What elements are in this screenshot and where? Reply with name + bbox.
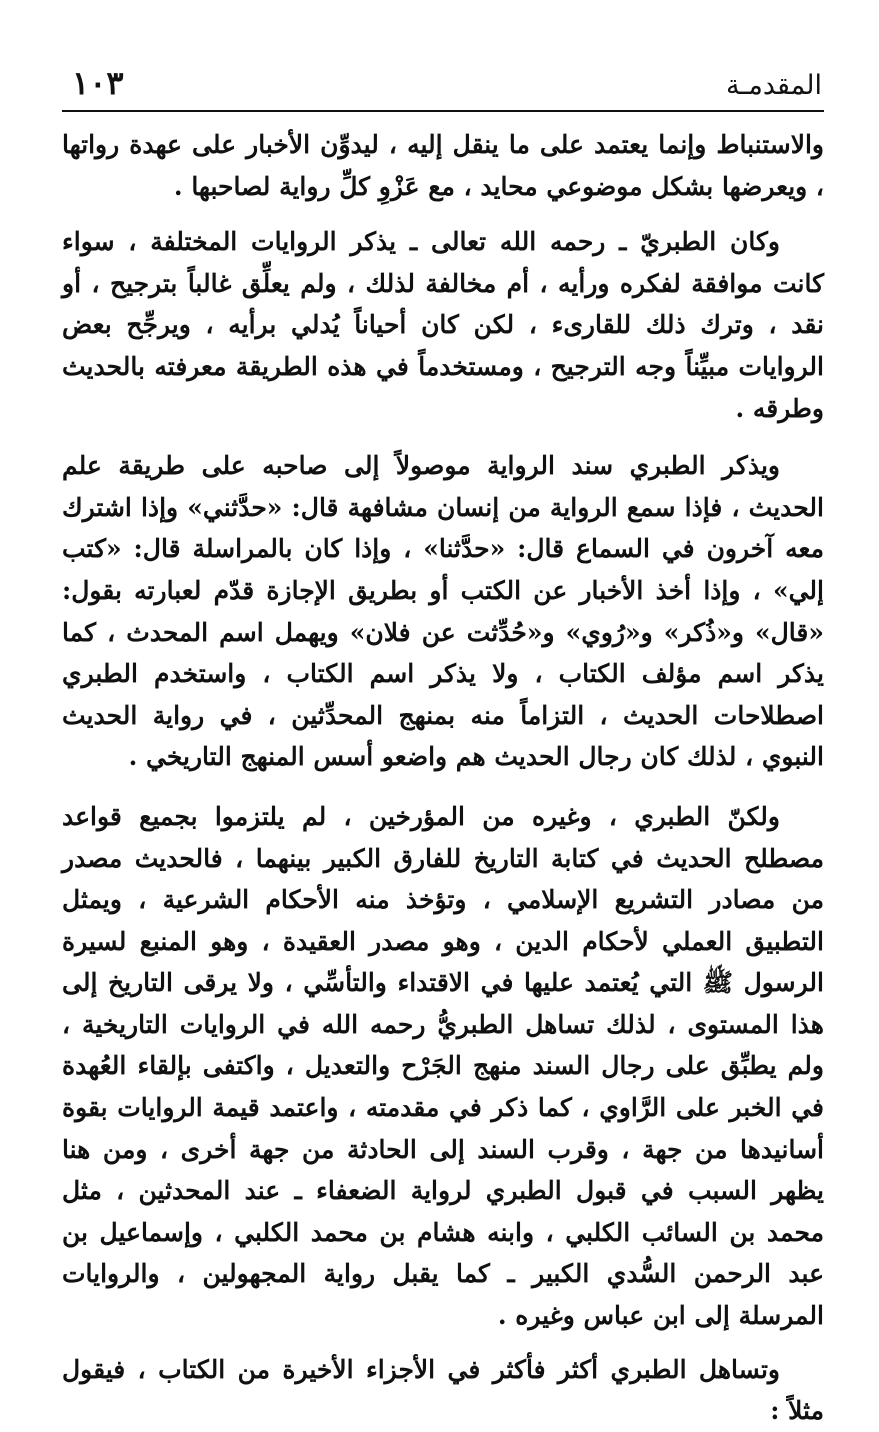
chapter-title: المقدمـة — [725, 70, 822, 101]
paragraph-hadith-rules: ولكنّ الطبري ، وغيره من المؤرخين ، لم يلتزموا بجميع قواعد مصطلح الحديث في كتابة التاريخ للفارق الكبير بينهما ، فالحديث مصدر من مصادر التشريع الإسلامي ، وتؤخذ منه الأحكام الشرعية ، ويمثل التطبيق العملي لأحكام الدين ، وهو مصدر العقيدة ، وهو المنبع لسيرة الرسول ﷺ التي يُعتمد عليها في الاقتداء والتأسِّي ، ولا يرقى التاريخ إلى هذا المستوى ، لذلك تساهل الطبريُّ رحمه الله في الروايات التاريخية ، ولم يطبِّق على رجال السند منهج الجَرْح والتعديل ، واكتفى بإلقاء العُهدة في الخبر على الرَّاوي ، كما ذكر في مقدمته ، واعتمد قيمة الروايات بقوة أسانيدها من جهة ، وقرب السند إلى الحادثة من جهة أخرى ، ومن هنا يظهر السبب في قبول الطبري لرواية الضعفاء ـ عند المحدثين ، مثل محمد بن السائب الكلبي ، وابنه هشام بن محمد الكلبي ، وإسماعيل بن عبد الرحمن السُّدي الكبير ـ كما يقبل رواية المجهولين ، والروايات المرسلة إلى ابن عباس وغيره . — [62, 801, 824, 1331]
paragraph-isnad: ويذكر الطبري سند الرواية موصولاً إلى صاحبه على طريقة علم الحديث ، فإذا سمع الرواية من إنسان مشافهة قال: «حدَّثني» وإذا اشترك معه آخرون في السماع قال: «حدَّثنا» ، وإذا كان بالمراسلة قال: «كتب إلي» ، وإذا أخذ الأخبار عن الكتب أو بطريق الإجازة قدّم لعبارته بقول: «قال» و«ذُكر» و«رُوي» و«حُدِّثت عن فلان» ويهمل اسم المحدث ، كما يذكر اسم مؤلف الكتاب ، ولا يذكر اسم الكتاب ، واستخدم الطبري اصطلاحات الحديث ، التزاماً منه بمنهج المحدِّثين ، في رواية الحديث النبوي ، لذلك كان رجال الحديث هم واضعو أسس المنهج التاريخي . — [62, 451, 824, 772]
book-page — [62, 60, 824, 1426]
page-number: ١٠٣ — [72, 64, 124, 102]
paragraph-continuation: والاستنباط وإنما يعتمد على ما ينقل إليه ، ليدوِّن الأخبار على عهدة رواتها ، ويعرضها بشكل موضوعي محايد ، مع عَزْوِ كلِّ رواية لصاحبها . — [62, 130, 824, 201]
paragraph-later-parts: وتساهل الطبري أكثر فأكثر في الأجزاء الأخيرة من الكتاب ، فيقول مثلاً : — [62, 1354, 824, 1426]
running-header — [62, 60, 824, 112]
paragraph-tabari-method: وكان الطبريّ ـ رحمه الله تعالى ـ يذكر الروايات المختلفة ، سواء كانت موافقة لفكره ورأيه ، أم مخالفة لذلك ، ولم يعلِّق غالباً بترجيح ، أو نقد ، وترك ذلك للقارىء ، لكن كان أحياناً يُدلي برأيه ، ويرجِّح بعض الروايات مبيِّناً وجه الترجيح ، ومستخدماً في هذه الطريقة معرفته بالحديث وطرقه . — [62, 227, 824, 423]
body-text — [62, 124, 824, 1432]
